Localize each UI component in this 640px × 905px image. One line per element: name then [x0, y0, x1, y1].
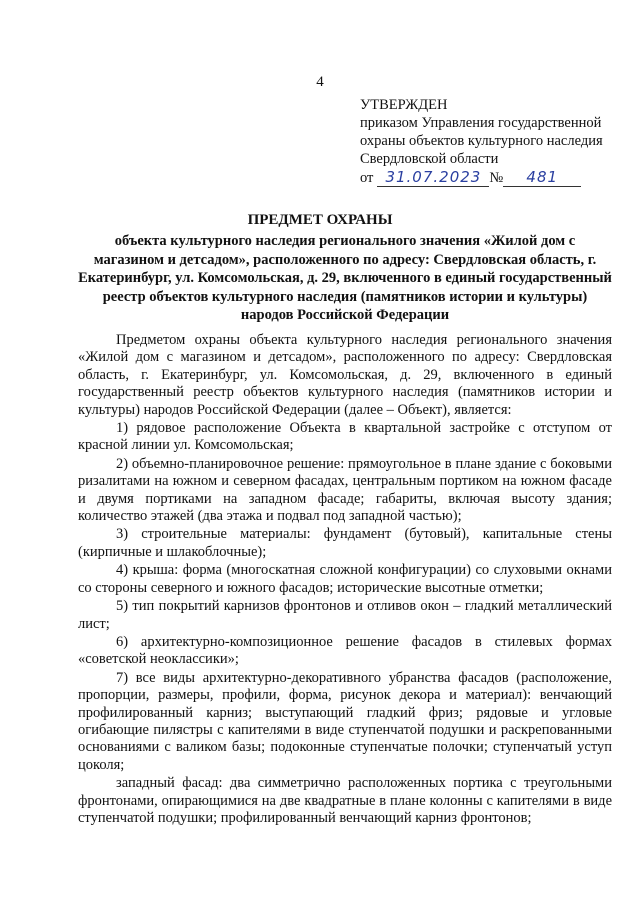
approval-stamp [360, 96, 620, 187]
page-number: 4 [316, 74, 324, 90]
paragraph: 5) тип покрытий карнизов фронтонов и отливов окон – гладкий металлический лист; [78, 598, 612, 632]
document-body [78, 332, 612, 827]
approval-heading: УТВЕРЖДЕН [360, 97, 448, 113]
paragraph: 1) рядовое расположение Объекта в квартальной застройке с отступом от красной линии ул. Комсомольская; [78, 420, 612, 454]
paragraph: 6) архитектурно-композиционное решение фасадов в стилевых формах «советской неоклассики»; [78, 633, 612, 668]
paragraph: 3) строительные материалы: фундамент (бутовый), капитальные стены (кирпичные и шлакоблочные); [78, 526, 612, 560]
paragraph: западный фасад: два симметрично расположенных портика с треугольными фронтонами, опирающимися на две квадратные в плане колонны с капителями в виде ступенчатой подушки; профилированный венчающий карниз фронтонов; [78, 775, 612, 826]
approval-line-1: приказом Управления государственной [360, 115, 602, 131]
handwritten-date: 31.07.2023 [377, 168, 489, 187]
paragraph: 2) объемно-планировочное решение: прямоугольное в плане здание с боковыми ризалитами на южном и северном фасадах, центральным портиком на южном фасаде и двумя портиками на западном фасаде; габариты, включая высоту здания; количество этажей (два этажа и подвал под западной частью); [78, 455, 612, 525]
paragraph: 4) крыша: форма (многоскатная сложной конфигурации) со слуховыми окнами со стороны северного и южного фасадов; исторические высотные отметки; [78, 562, 612, 596]
document-title: ПРЕДМЕТ ОХРАНЫ [247, 212, 393, 228]
paragraph: 7) все виды архитектурно-декоративного убранства фасадов (расположение, пропорции, размеры, профили, форма, рисунок декора и материал): венчающий профилированный карниз; выступающий гладкий фриз; рядовые и угловые огибающие пилястры с капителями в виде ступенчатой подушки и раскрепованными основаниями с валиком базы; подоконные ступенчатые полочки; ступенчатый уступ цоколя; [78, 669, 612, 773]
from-label: от [360, 170, 374, 186]
handwritten-number: 481 [503, 168, 581, 187]
approval-date-number-line [360, 168, 620, 187]
approval-line-2: охраны объектов культурного наследия [360, 133, 603, 149]
paragraph: Предметом охраны объекта культурного наследия регионального значения «Жилой дом с магазином и детсадом», расположенного по адресу: Свердловская область, г. Екатеринбург, ул. Комсомольская, д. 29, включенного в единый государственный реестр объектов культурного наследия (памятников истории и культуры) народов Российской Федерации (далее – Объект), является: [78, 332, 612, 418]
approval-line-3: Свердловской области [360, 151, 499, 167]
number-label: № [489, 170, 504, 186]
document-subtitle: объекта культурного наследия регионального значения «Жилой дом с магазином и детсадом», расположенного по адресу: Свердловская область, г. Екатеринбург, ул. Комсомольская, д. 29, включенного в единый государственный реестр объектов культурного наследия (памятников истории и культуры) народов Российской Федерации [78, 233, 612, 323]
